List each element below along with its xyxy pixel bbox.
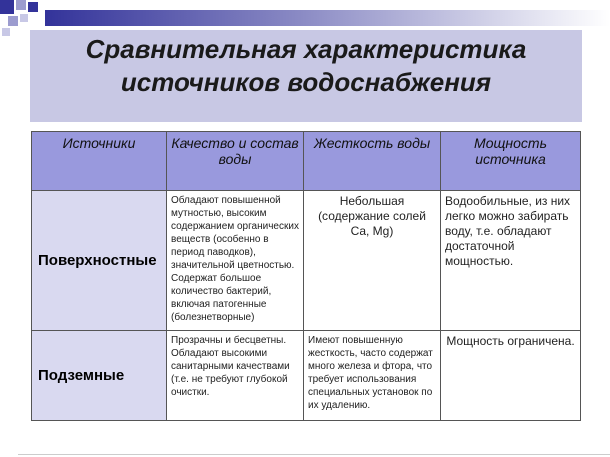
- decor-square: [0, 0, 14, 14]
- comparison-table: [31, 131, 581, 421]
- header-gradient-bar: [45, 10, 610, 26]
- header-sources: Источники: [32, 132, 167, 191]
- title-line-1: Сравнительная характеристика: [85, 34, 527, 64]
- row-name-surface: Поверхностные: [32, 191, 167, 331]
- decor-square: [28, 2, 38, 12]
- header-hardness: Жесткость воды: [304, 132, 441, 191]
- decor-square: [20, 14, 28, 22]
- decor-square: [8, 16, 18, 26]
- row-name-underground: Подземные: [32, 331, 167, 421]
- table-row: [32, 331, 581, 421]
- header-quality: Качество и состав воды: [167, 132, 304, 191]
- cell-quality: Обладают повышенной мутностью, высоким содержанием органических веществ (особенно в период паводков), значительной цветностью. Содержат большое количество бактерий, включая патогенные (болезнетворные): [167, 191, 304, 331]
- table-row: [32, 191, 581, 331]
- header-capacity: Мощность источника: [441, 132, 581, 191]
- decor-square: [2, 28, 10, 36]
- cell-capacity: Мощность ограничена.: [441, 331, 581, 421]
- cell-hardness: Имеют повышенную жесткость, часто содержат много железа и фтора, что требует использования специальных установок по их удалению.: [304, 331, 441, 421]
- cell-quality: Прозрачны и бесцветны. Обладают высокими санитарными качествами (т.е. не требуют глубокой очистки.: [167, 331, 304, 421]
- cell-capacity: Водообильные, из них легко можно забирать воду, т.е. обладают достаточной мощностью.: [441, 191, 581, 331]
- decor-square: [16, 0, 26, 10]
- bottom-divider: [18, 454, 610, 455]
- slide-title: [30, 33, 582, 99]
- title-line-2: источников водоснабжения: [120, 67, 492, 97]
- table-header-row: [32, 132, 581, 191]
- cell-hardness: Небольшая (содержание солей Ca, Mg): [304, 191, 441, 331]
